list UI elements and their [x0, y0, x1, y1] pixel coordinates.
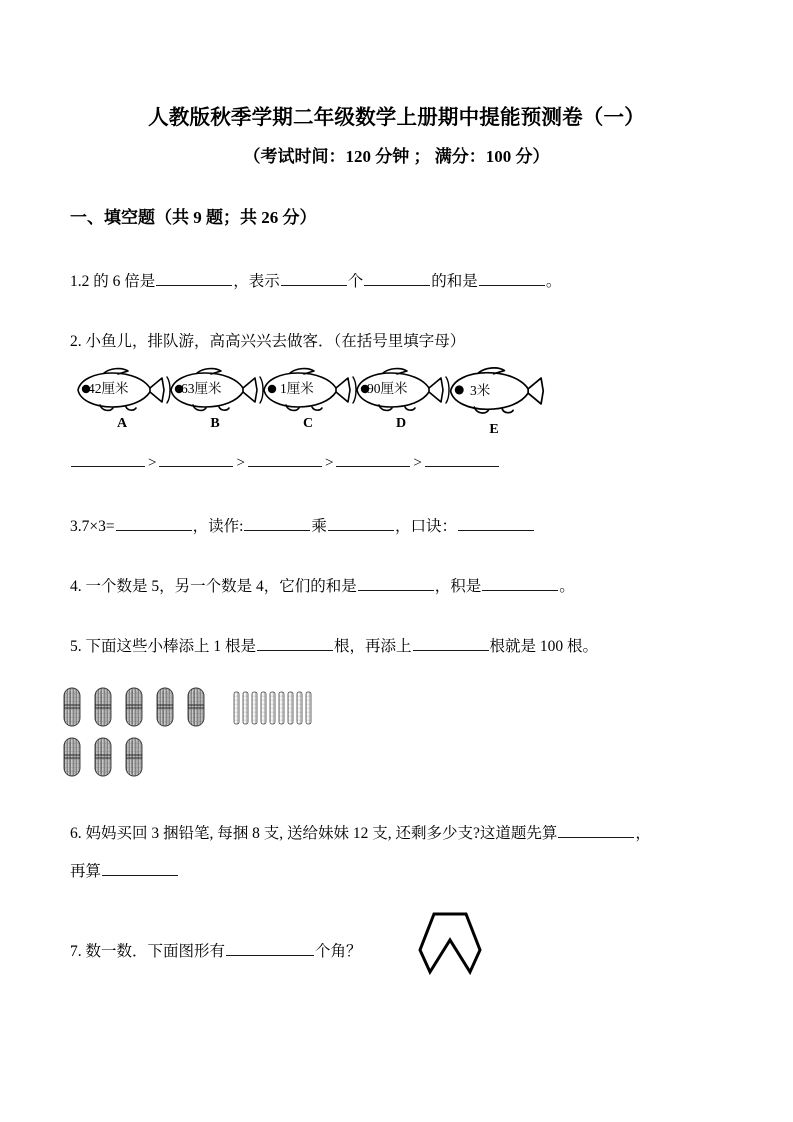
- question-2: [70, 328, 465, 356]
- answer-blank[interactable]: [257, 635, 333, 652]
- question-2-comparison-line: [70, 450, 500, 472]
- question-7: [70, 938, 362, 966]
- question-6-line1: [70, 820, 651, 848]
- answer-blank[interactable]: [116, 515, 192, 532]
- fish-letter-label: C: [302, 416, 314, 431]
- answer-blank[interactable]: [336, 450, 410, 467]
- question-4-text-part2: ，积是: [434, 578, 482, 595]
- fish-letter-label: E: [489, 422, 499, 437]
- question-3-text-part1: 3.7×3=: [70, 518, 115, 535]
- question-5: [70, 633, 598, 661]
- answer-blank[interactable]: [102, 860, 178, 877]
- question-1-text-part2: ，表示: [233, 273, 280, 290]
- answer-blank[interactable]: [328, 515, 394, 532]
- question-4-text-part1: 4. 一个数是 5，另一个数是 4，它们的和是: [70, 578, 357, 595]
- stick-bundles-illustration: [62, 686, 332, 786]
- question-6-text-part1: 6. 妈妈买回 3 捆铅笔, 每捆 8 支, 送给妹妹 12 支, 还剩多少支?这道题先算: [70, 825, 558, 842]
- fish-item-b: [163, 364, 267, 436]
- greater-than-operator: >: [413, 454, 422, 471]
- page-title: 人教版秋季学期二年级数学上册期中提能预测卷（一）: [148, 107, 645, 129]
- question-1-text-part5: 。: [545, 273, 562, 290]
- fish-item-e: [442, 364, 546, 436]
- answer-blank[interactable]: [482, 575, 558, 592]
- answer-blank[interactable]: [281, 270, 347, 287]
- question-6-line2: [70, 858, 179, 886]
- fish-letter-label: D: [395, 416, 407, 431]
- question-4-text-part3: 。: [559, 578, 575, 595]
- answer-blank[interactable]: [364, 270, 430, 287]
- question-1-text-part4: 的和是: [431, 273, 478, 290]
- greater-than-operator: >: [236, 454, 245, 471]
- answer-blank[interactable]: [248, 450, 322, 467]
- question-5-text-part3: 根就是 100 根。: [489, 638, 599, 655]
- question-3-text-part2: ，读作:: [192, 518, 244, 535]
- question-1-text-part3: 个: [347, 273, 364, 290]
- fish-length-label: 1厘米: [280, 381, 314, 396]
- bundle-row-2: [64, 738, 142, 776]
- angle-counting-shape: [414, 906, 486, 987]
- question-3-text-part3: 乘: [311, 518, 327, 535]
- polygon-shape-icon: [414, 906, 486, 982]
- greater-than-operator: >: [324, 454, 334, 471]
- answer-blank[interactable]: [244, 515, 310, 532]
- fish-letter-label: B: [210, 416, 220, 431]
- question-3-text-part4: ，口诀：: [394, 518, 457, 535]
- fish-item-d: [349, 364, 453, 436]
- question-5-text-part1: 5. 下面这些小棒添上 1 根是: [70, 638, 257, 655]
- fish-illustration-row: [70, 364, 570, 436]
- question-1: [70, 268, 561, 296]
- question-6-text-part3: 再算: [70, 863, 102, 880]
- answer-blank[interactable]: [71, 450, 145, 467]
- sticks-svg: [62, 686, 332, 786]
- question-6-text-part2: ，: [635, 825, 651, 842]
- fish-length-label: 90厘米: [367, 381, 408, 396]
- section-heading-fill-in-blanks: 一、填空题（共 9 题；共 26 分）: [70, 208, 317, 227]
- fish-item-a: [70, 364, 174, 436]
- answer-blank[interactable]: [358, 575, 434, 592]
- question-4: [70, 573, 575, 601]
- question-2-prompt: 2. 小鱼儿，排队游，高高兴兴去做客．（在括号里填字母）: [70, 333, 466, 350]
- fish-length-label: 42厘米: [88, 381, 129, 396]
- question-5-text-part2: 根，再添上: [334, 638, 412, 655]
- answer-blank[interactable]: [226, 940, 314, 957]
- question-3: [70, 513, 535, 541]
- single-sticks-group: [234, 692, 311, 724]
- question-1-text-part1: 1.2 的 6 倍是: [70, 273, 156, 290]
- answer-blank[interactable]: [425, 450, 499, 467]
- answer-blank[interactable]: [458, 515, 534, 532]
- greater-than-operator: >: [148, 454, 157, 471]
- exam-info-subtitle: （考试时间：120 分钟 ； 满分：100 分）: [243, 147, 550, 166]
- question-7-text-part2: 个角？: [315, 943, 362, 960]
- fish-icon: [442, 363, 554, 419]
- bundle-row-1: [64, 688, 204, 726]
- fish-item-c: [256, 364, 360, 436]
- question-7-text-part1: 7. 数一数．下面图形有: [70, 943, 226, 960]
- answer-blank[interactable]: [413, 635, 489, 652]
- answer-blank[interactable]: [558, 822, 634, 839]
- answer-blank[interactable]: [156, 270, 232, 287]
- fish-letter-label: A: [116, 416, 128, 431]
- answer-blank[interactable]: [479, 270, 545, 287]
- fish-length-label: 63厘米: [181, 381, 222, 396]
- answer-blank[interactable]: [159, 450, 233, 467]
- fish-length-label: 3米: [470, 383, 491, 398]
